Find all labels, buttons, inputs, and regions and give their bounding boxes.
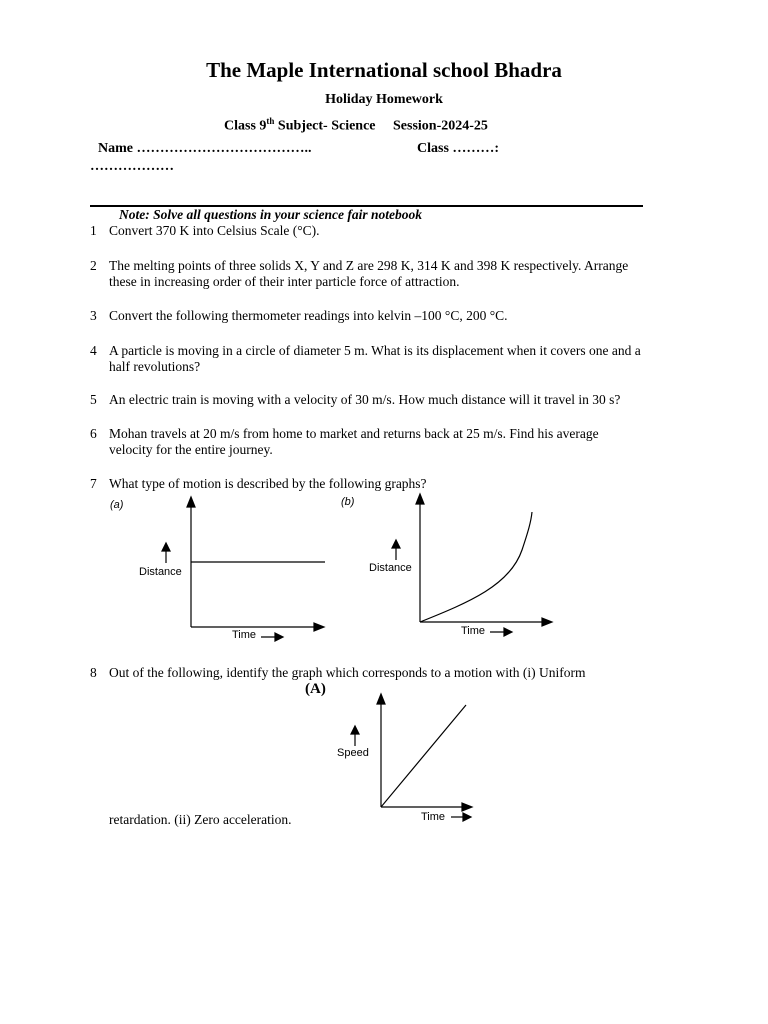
graph-c-xlabel: Time <box>421 811 446 823</box>
graph-a-x-arrow <box>314 623 324 631</box>
question-text: Convert the following thermometer readings into kelvin –100 °C, 200 °C. <box>109 308 508 323</box>
question-text: Mohan travels at 20 m/s from home to market and returns back at 25 m/s. Find his average velocity for the entire journey. <box>109 426 599 457</box>
graph-a-tag: (a) <box>110 499 124 511</box>
graph-c-y-arrow <box>377 694 385 704</box>
question-number: 2 <box>90 258 97 273</box>
question-number: 5 <box>90 392 97 407</box>
graph-b-curve <box>420 512 532 622</box>
dots-line: ……………… <box>90 159 174 174</box>
question-number: 1 <box>90 223 97 238</box>
question-text: The melting points of three solids X, Y and Z are 298 K, 314 K and 398 K respectively. Arrange these in increasing order of their inter particle force of attraction. <box>109 258 629 289</box>
class-superscript: th <box>266 116 275 126</box>
question-number: 4 <box>90 343 97 358</box>
note-text: Note: Solve all questions in your science fair notebook <box>119 207 422 222</box>
question-8-continuation: retardation. (ii) Zero acceleration. <box>109 812 292 827</box>
question-text: An electric train is moving with a velocity of 30 m/s. How much distance will it travel in 30 s? <box>109 392 621 407</box>
graph-b-ylabel: Distance <box>369 562 412 574</box>
question-number: 3 <box>90 308 97 323</box>
graph-c-tag: (A) <box>305 681 326 697</box>
question-text: A particle is moving in a circle of diameter 5 m. What is its displacement when it covers one and a half revolutions? <box>109 343 641 374</box>
question-text: Out of the following, identify the graph which corresponds to a motion with (i) Uniform <box>109 665 586 680</box>
class-line: Class ………: <box>417 141 500 156</box>
subject-session: Subject- Science Session-2024-25 <box>274 118 488 134</box>
question-text: What type of motion is described by the following graphs? <box>109 476 427 491</box>
class-subject-session <box>224 116 488 135</box>
question-text: Convert 370 K into Celsius Scale (°C). <box>109 223 320 238</box>
name-line: Name ……………………………….. <box>98 141 312 156</box>
question-number: 6 <box>90 426 97 441</box>
graph-c-ylabel: Speed <box>337 747 369 759</box>
graph-b-x-arrow <box>542 618 552 626</box>
homework-heading: Holiday Homework <box>325 92 443 107</box>
school-title: The Maple International school Bhadra <box>206 58 562 82</box>
class-prefix: Class 9 <box>224 118 267 134</box>
question-number: 8 <box>90 665 97 680</box>
graph-c <box>330 690 480 835</box>
graph-b-xlabel: Time <box>461 625 486 637</box>
graph-b-y-arrow <box>416 494 424 504</box>
graph-a-y-arrow <box>187 497 195 507</box>
graph-c-curve <box>381 705 466 807</box>
graph-a-ylabel: Distance <box>139 566 182 578</box>
question-number: 7 <box>90 476 97 491</box>
graph-c-x-arrow <box>462 803 472 811</box>
graph-a-xlabel: Time <box>232 629 257 641</box>
graph-b-tag: (b) <box>341 496 355 508</box>
